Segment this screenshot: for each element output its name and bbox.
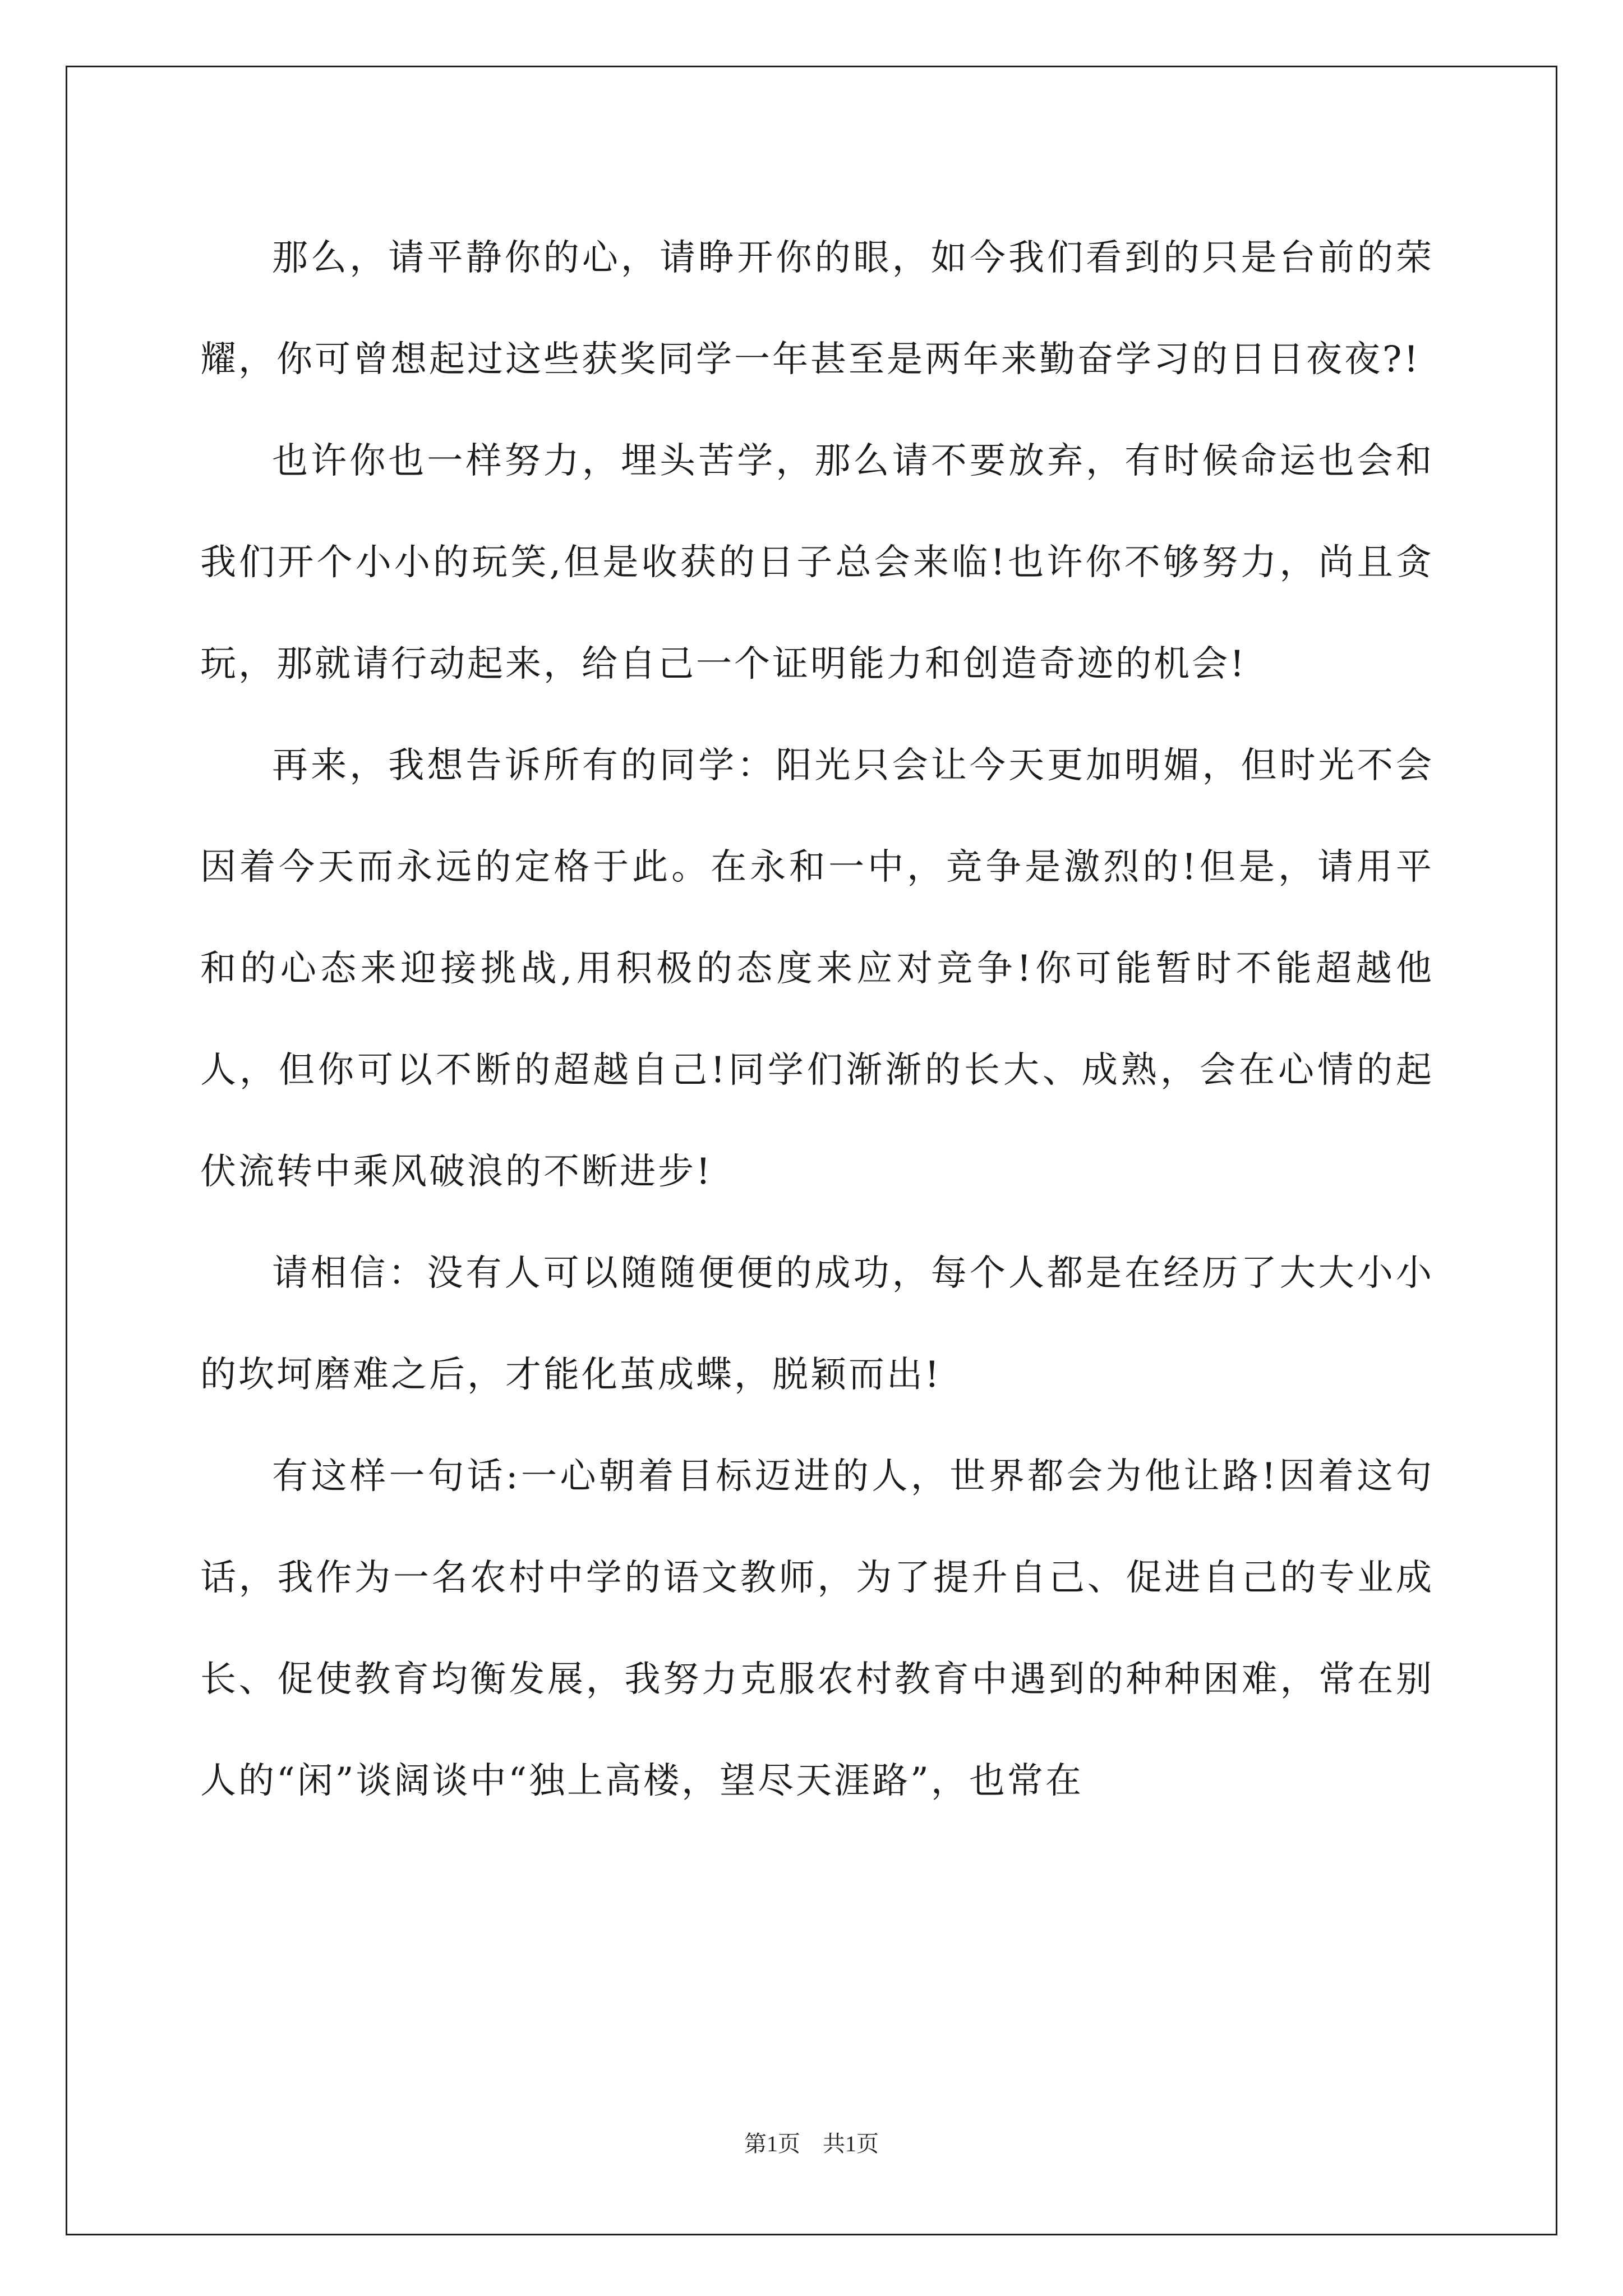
paragraph: 也许你也一样努力，埋头苦学，那么请不要放弃，有时候命运也会和我们开个小小的玩笑,但是收获的日子总会来临!也许你不够努力，尚且贪玩，那就请行动起来，给自己一个证明能力和创造奇迹的机会! xyxy=(200,440,1434,685)
paragraph: 有这样一句话:一心朝着目标迈进的人，世界都会为他让路!因着这句话，我作为一名农村中学的语文教师，为了提升自己、促进自己的专业成长、促使教育均衡发展，我努力克服农村教育中遇到的种种困难，常在别人的“闲”谈阔谈中“独上高楼，望尽天涯路”，也常在 xyxy=(200,1456,1434,1802)
document-body xyxy=(200,208,1434,1832)
paragraph: 那么，请平静你的心，请睁开你的眼，如今我们看到的只是台前的荣耀，你可曾想起过这些获奖同学一年甚至是两年来勤奋学习的日日夜夜?! xyxy=(200,237,1434,380)
paragraph: 再来，我想告诉所有的同学：阳光只会让今天更加明媚，但时光不会因着今天而永远的定格于此。在永和一中，竞争是激烈的!但是，请用平和的心态来迎接挑战,用积极的态度来应对竞争!你可能暂时不能超越他人，但你可以不断的超越自己!同学们渐渐的长大、成熟，会在心情的起伏流转中乘风破浪的不断进步! xyxy=(200,745,1434,1193)
page-number: 第1页 xyxy=(744,2131,800,2156)
paragraph: 请相信：没有人可以随随便便的成功，每个人都是在经历了大大小小的坎坷磨难之后，才能化茧成蝶，脱颖而出! xyxy=(200,1253,1434,1396)
page-footer xyxy=(0,2126,1623,2158)
page-total: 共1页 xyxy=(823,2131,879,2156)
